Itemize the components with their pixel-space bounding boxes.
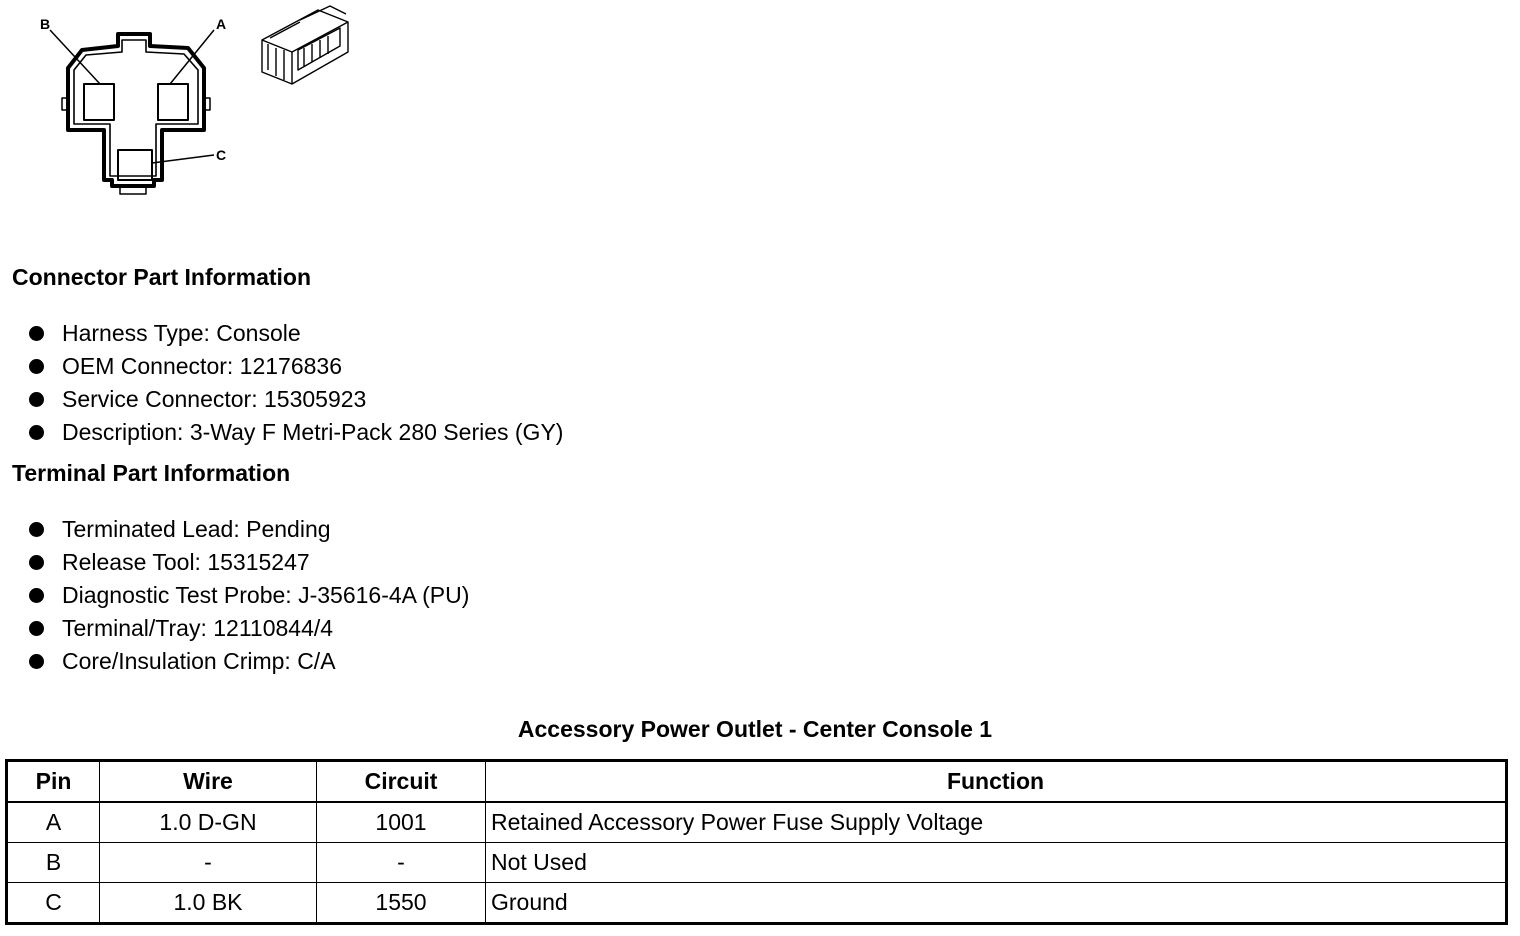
bullet-icon [29, 326, 44, 341]
list-item-text: Service Connector: 15305923 [62, 386, 367, 412]
header-circuit: Circuit [317, 761, 486, 803]
list-item-text: Harness Type: Console [62, 320, 301, 346]
table-title: Accessory Power Outlet - Center Console 1 [517, 716, 993, 742]
cell-pin: B [7, 843, 100, 883]
cell-circuit: 1001 [317, 802, 486, 843]
list-item-text: Terminal/Tray: 12110844/4 [62, 615, 334, 641]
cell-circuit: - [317, 843, 486, 883]
bullet-icon [29, 621, 44, 636]
bullet-icon [29, 359, 44, 374]
list-item [26, 645, 469, 678]
cell-wire: - [100, 843, 317, 883]
cell-function: Retained Accessory Power Fuse Supply Voltage [486, 802, 1507, 843]
table-row [7, 802, 1507, 843]
table-row [7, 883, 1507, 924]
terminal-info-list [26, 513, 469, 678]
list-item [26, 546, 469, 579]
connector-info-list [26, 317, 563, 449]
header-function: Function [486, 761, 1507, 803]
list-item [26, 513, 469, 546]
connector-diagram [0, 0, 380, 210]
bullet-icon [29, 588, 44, 603]
header-pin: Pin [7, 761, 100, 803]
cell-wire: 1.0 BK [100, 883, 317, 924]
cell-pin: A [7, 802, 100, 843]
callout-a-label: A [216, 16, 227, 32]
list-item-text: Description: 3-Way F Metri-Pack 280 Series (GY) [62, 419, 564, 445]
pinout-table [5, 759, 1508, 925]
bullet-icon [29, 522, 44, 537]
table-header-row [7, 761, 1507, 803]
list-item-text: OEM Connector: 12176836 [62, 353, 343, 379]
bullet-icon [29, 392, 44, 407]
list-item [26, 383, 563, 416]
cell-function: Not Used [486, 843, 1507, 883]
list-item-text: Release Tool: 15315247 [62, 549, 310, 575]
list-item [26, 350, 563, 383]
table-row [7, 843, 1507, 883]
cell-function: Ground [486, 883, 1507, 924]
list-item-text: Diagnostic Test Probe: J-35616-4A (PU) [62, 582, 470, 608]
bullet-icon [29, 425, 44, 440]
callout-c-label: C [216, 147, 227, 163]
cell-circuit: 1550 [317, 883, 486, 924]
cell-pin: C [7, 883, 100, 924]
list-item [26, 579, 469, 612]
list-item [26, 416, 563, 449]
callout-b-label: B [40, 16, 51, 32]
list-item-text: Core/Insulation Crimp: C/A [62, 648, 336, 674]
terminal-info-heading: Terminal Part Information [12, 460, 291, 486]
connector-face-drawing [50, 30, 214, 194]
connector-info-heading: Connector Part Information [12, 264, 312, 290]
bullet-icon [29, 555, 44, 570]
header-wire: Wire [100, 761, 317, 803]
cell-wire: 1.0 D-GN [100, 802, 317, 843]
list-item [26, 612, 469, 645]
connector-3d-drawing [262, 6, 348, 84]
list-item [26, 317, 563, 350]
bullet-icon [29, 654, 44, 669]
list-item-text: Terminated Lead: Pending [62, 516, 331, 542]
